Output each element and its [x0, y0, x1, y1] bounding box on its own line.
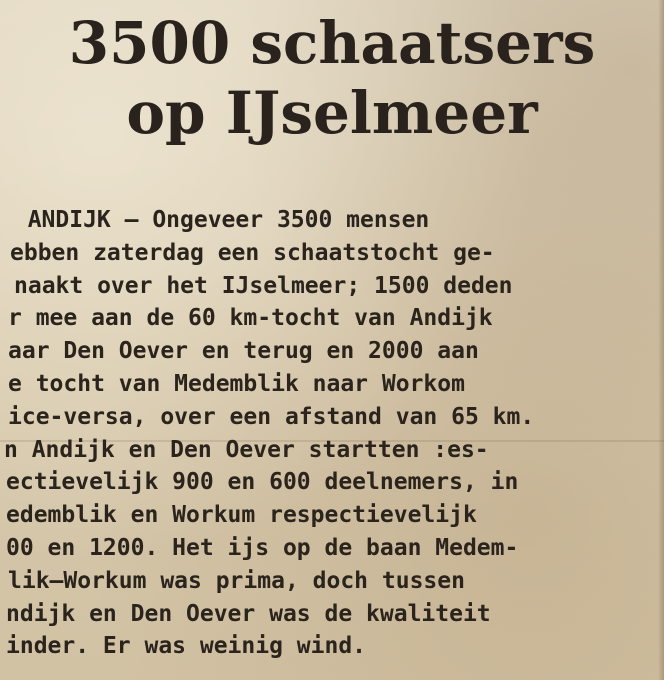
- headline-line-2: op IJselmeer: [126, 79, 538, 147]
- article-line-11: 00 en 1200. Het ijs op de baan Medem-: [6, 534, 519, 561]
- article-line-3: naakt over het IJselmeer; 1500 deden: [14, 272, 513, 299]
- article-line-1: ANDIJK — Ongeveer 3500 mensen: [0, 207, 430, 233]
- article-line-7: ice-versa, over een afstand van 65 km.: [8, 403, 535, 430]
- article-headline: [0, 8, 664, 148]
- article-body: [0, 204, 664, 663]
- article-line-10: edemblik en Workum respectievelijk: [6, 502, 477, 529]
- article-line-6: e tocht van Medemblik naar Workom: [8, 370, 465, 397]
- article-line-12: lik—Workum was prima, doch tussen: [8, 567, 465, 594]
- article-line-14: inder. Er was weinig wind.: [6, 633, 367, 660]
- article-line-8: n Andijk en Den Oever startten :es-: [4, 436, 489, 463]
- article-line-13: ndijk en Den Oever was de kwaliteit: [6, 600, 491, 627]
- article-line-4: r mee aan de 60 km-tocht van Andijk: [8, 305, 493, 332]
- headline-line-1: 3500 schaatsers: [68, 9, 596, 77]
- article-line-5: aar Den Oever en terug en 2000 aan: [8, 338, 479, 365]
- article-line-2: ebben zaterdag een schaatstocht ge-: [10, 239, 495, 266]
- article-line-9: ectievelijk 900 en 600 deelnemers, in: [6, 469, 519, 496]
